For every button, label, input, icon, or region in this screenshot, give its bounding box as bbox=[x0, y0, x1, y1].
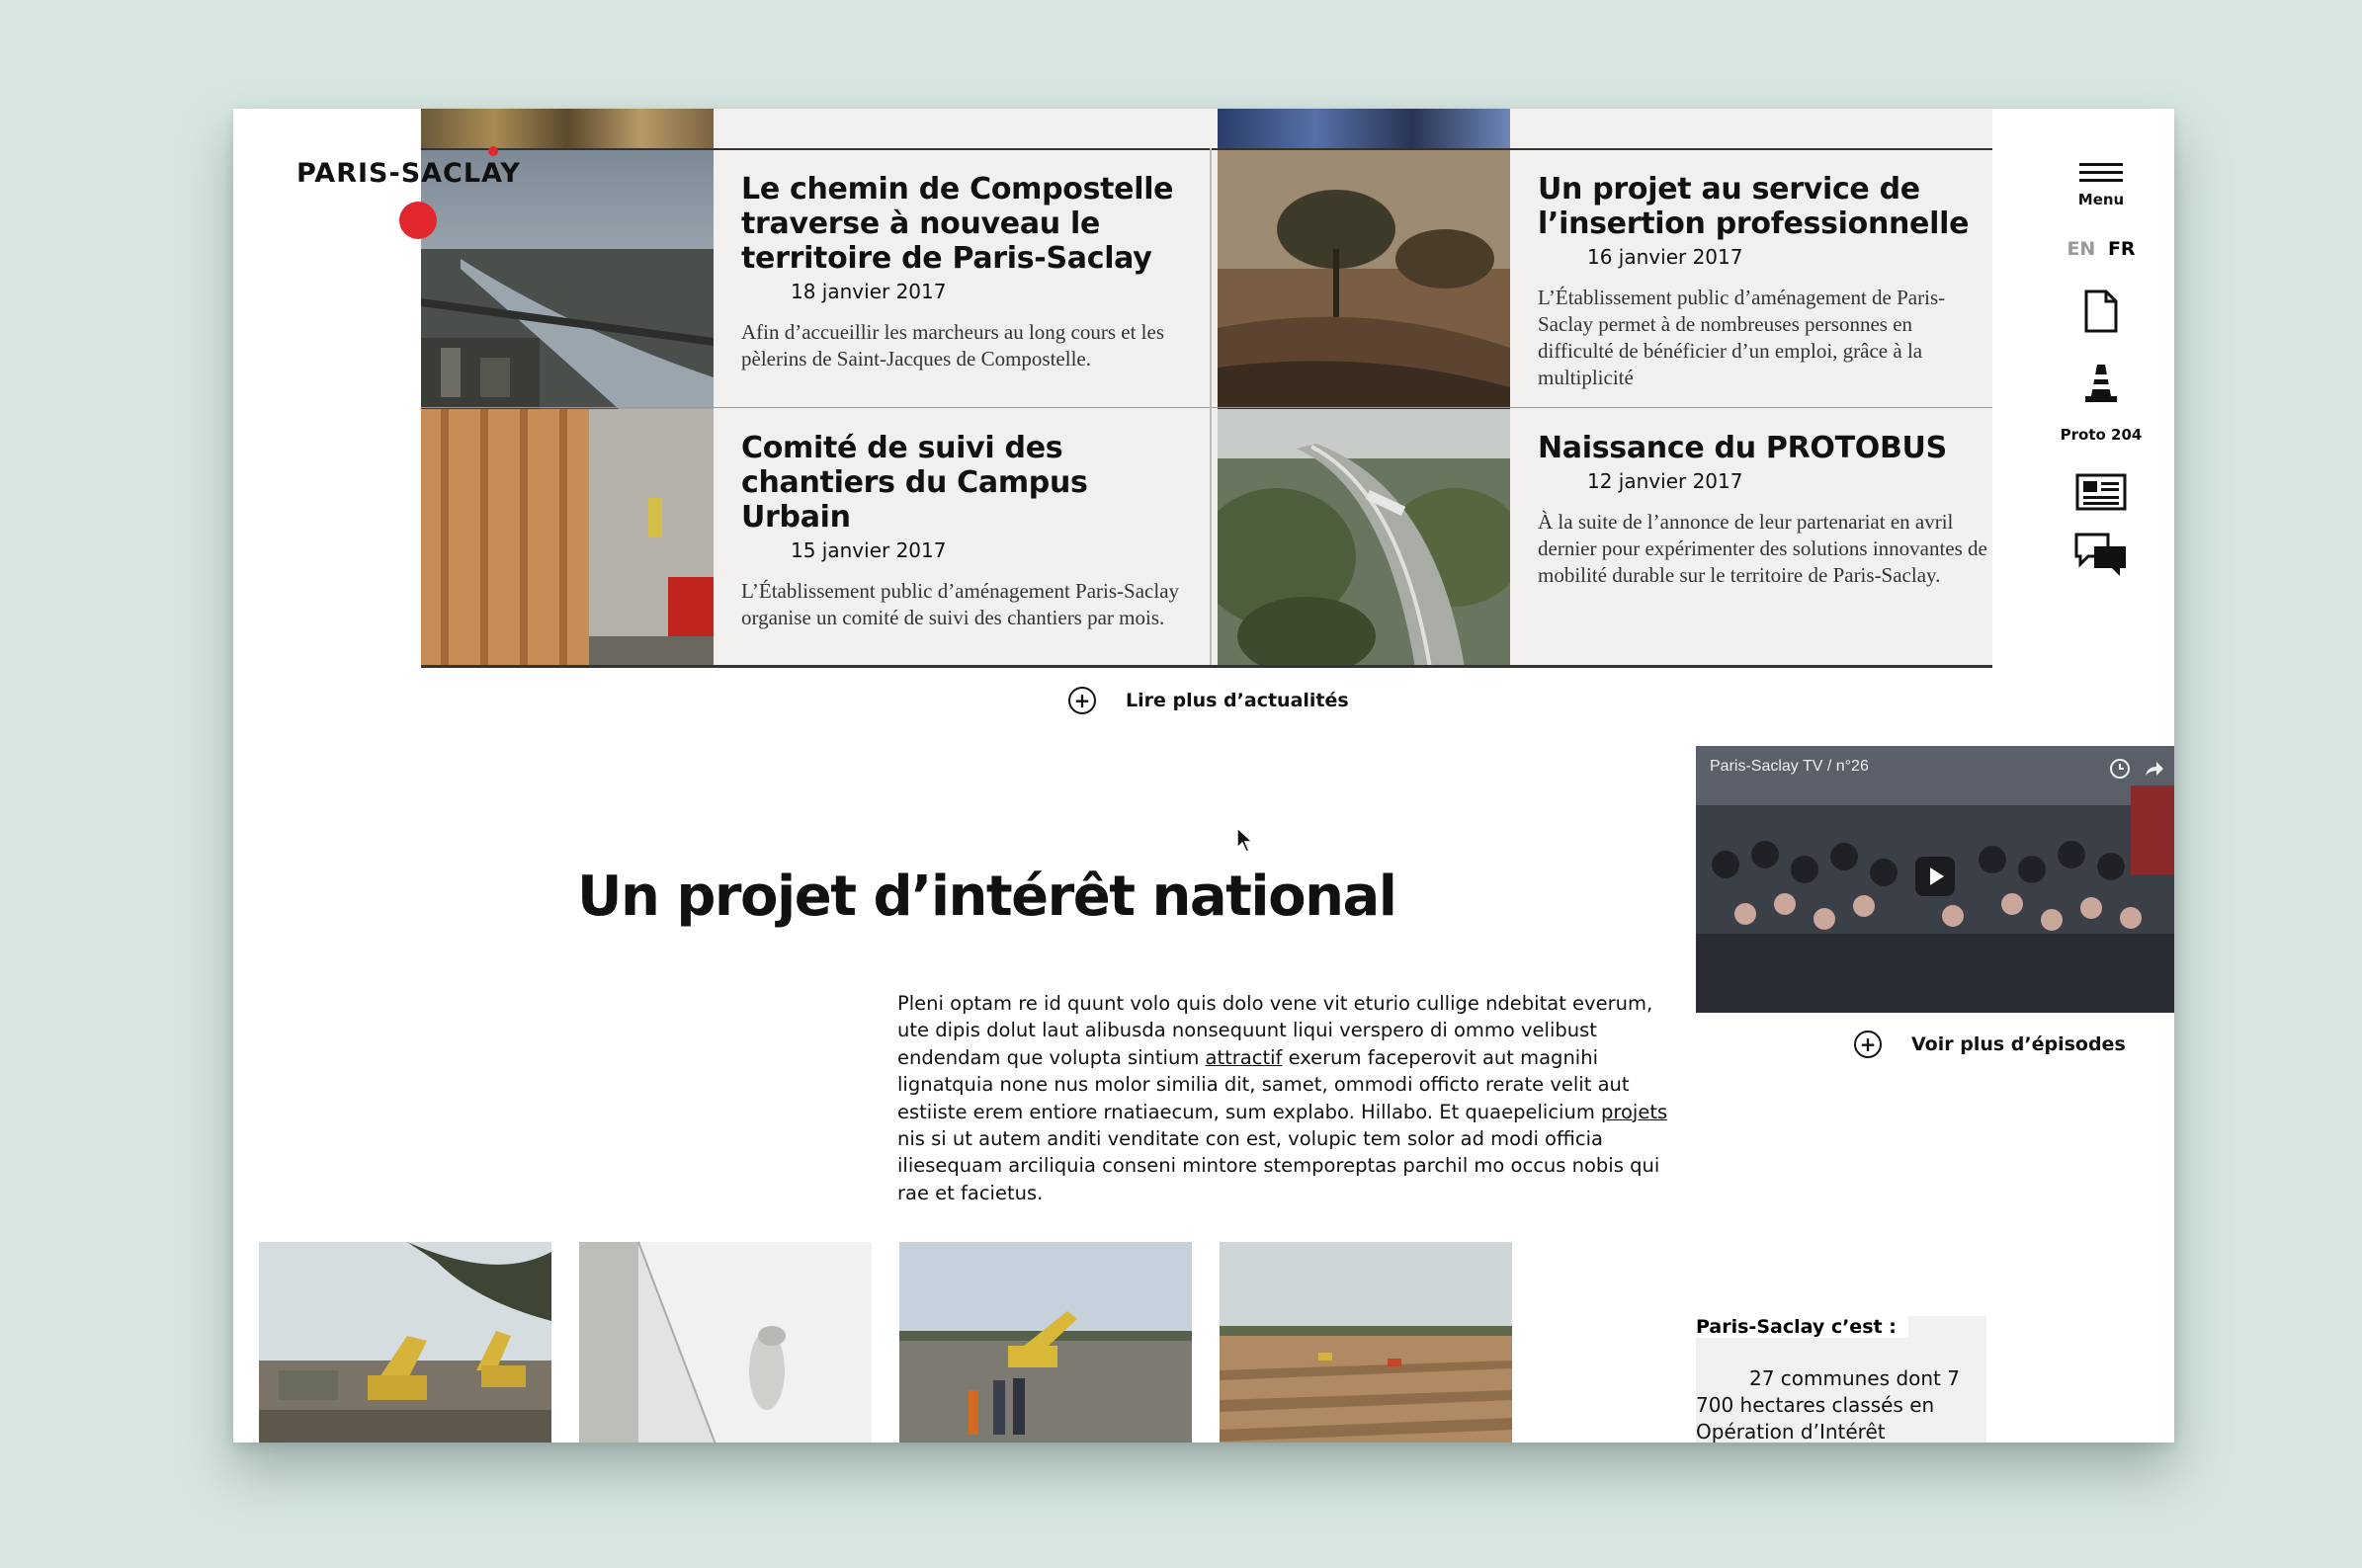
news-grid bbox=[421, 109, 1992, 667]
language-switcher bbox=[2067, 238, 2135, 260]
more-news-label: Lire plus d’actualités bbox=[1126, 690, 1349, 711]
menu-icon[interactable] bbox=[2079, 158, 2123, 187]
lang-en[interactable]: EN bbox=[2067, 238, 2096, 260]
column-divider bbox=[1210, 148, 1212, 667]
news-date: 12 janvier 2017 bbox=[1587, 469, 1743, 493]
gallery-photo[interactable] bbox=[579, 1242, 872, 1443]
logo-accent-dot bbox=[488, 146, 498, 156]
share-icon[interactable] bbox=[2143, 758, 2164, 780]
link-projets[interactable]: projets bbox=[1601, 1100, 1668, 1123]
news-card[interactable] bbox=[421, 150, 1207, 409]
section-title: Un projet d’intérêt national bbox=[577, 865, 1396, 929]
grid-bottom-rule bbox=[421, 665, 1992, 668]
browser-page bbox=[233, 109, 2174, 1443]
news-card[interactable] bbox=[1218, 150, 2003, 409]
newspaper-icon[interactable] bbox=[2075, 473, 2127, 511]
more-news-link[interactable] bbox=[1068, 687, 1349, 714]
clock-icon[interactable] bbox=[2109, 758, 2131, 780]
menu-label[interactable]: Menu bbox=[2077, 191, 2125, 208]
proto-label[interactable]: Proto 204 bbox=[2060, 426, 2143, 444]
lang-fr[interactable]: FR bbox=[2107, 238, 2136, 260]
news-title[interactable]: Un projet au service de l’insertion professionnelle bbox=[1538, 172, 1970, 241]
plus-circle-icon: + bbox=[1854, 1031, 1882, 1058]
news-date: 18 janvier 2017 bbox=[791, 280, 947, 303]
stats-box bbox=[1696, 1316, 1986, 1443]
plus-circle-icon: + bbox=[1068, 687, 1096, 714]
stats-text: 27 communes dont 7 700 hectares classés en Opération d’Intérêt bbox=[1696, 1366, 1960, 1443]
gallery-photo[interactable] bbox=[899, 1242, 1192, 1443]
para-text: Pleni optam re id quunt volo quis dolo vene vit eturio cullige ndebitat everum, ute dipis dolut laut alibusda nonsequunt liqui verspero di ommo velibust endendam que volupta sintium bbox=[897, 992, 1653, 1069]
right-rail bbox=[2052, 158, 2151, 578]
news-title[interactable]: Naissance du PROTOBUS bbox=[1538, 431, 1947, 465]
video-player[interactable] bbox=[1696, 746, 2174, 1013]
news-excerpt: À la suite de l’annonce de leur partenariat en avril dernier pour expérimenter des solutions innovantes de mobilité durable sur le territoire de Paris-Saclay. bbox=[1538, 510, 1987, 587]
news-top-strip bbox=[421, 109, 1992, 150]
play-icon[interactable] bbox=[1915, 857, 1955, 896]
stats-title: Paris-Saclay c’est : bbox=[1696, 1316, 1908, 1338]
mouse-cursor-icon bbox=[1235, 826, 1255, 854]
section-paragraph bbox=[897, 990, 1672, 1206]
news-title[interactable]: Le chemin de Compostelle traverse à nouveau le territoire de Paris-Saclay bbox=[741, 172, 1174, 276]
row-divider bbox=[421, 407, 1992, 408]
link-attractif[interactable]: attractif bbox=[1205, 1045, 1283, 1069]
gallery-photo[interactable] bbox=[259, 1242, 551, 1443]
news-thumb[interactable] bbox=[1218, 150, 1510, 409]
para-text: exerum faceperovit aut magnihi lignatquia none nus molor similia dit, samet, ommodi officto rerate velit aut estiiste erem entiore rnatiaecum, sum explabo. Hillabo. Et quaepelicium bbox=[897, 1045, 1630, 1123]
site-logo[interactable]: PARIS-SACLAY bbox=[296, 158, 521, 189]
news-card[interactable] bbox=[421, 409, 1207, 668]
traffic-cone-icon[interactable] bbox=[2084, 363, 2118, 404]
gallery-photo[interactable] bbox=[1220, 1242, 1512, 1443]
more-episodes-link[interactable] bbox=[1854, 1031, 2126, 1058]
document-icon[interactable] bbox=[2084, 289, 2118, 333]
news-thumb[interactable] bbox=[421, 409, 714, 668]
more-episodes-label: Voir plus d’épisodes bbox=[1911, 1033, 2126, 1055]
news-excerpt: L’Établissement public d’aménagement de Paris-Saclay permet à de nombreuses personnes en difficulté de bénéficier d’un emploi, grâce à la multiplicité bbox=[1538, 286, 1946, 389]
news-title[interactable]: Comité de suivi des chantiers du Campus Urbain bbox=[741, 431, 1088, 535]
strip-photo-2 bbox=[1218, 109, 1510, 148]
strip-photo-1 bbox=[421, 109, 714, 148]
video-title[interactable]: Paris-Saclay TV / n°26 bbox=[1710, 758, 1869, 775]
news-thumb[interactable] bbox=[421, 150, 714, 409]
para-text: nis si ut autem anditi venditate con est, volupic tem solor ad modi officia iliesequam arciliquia conseni mintore stemporeptas parchil mo occus nobis qui rae et facietus. bbox=[897, 1127, 1660, 1204]
news-excerpt: Afin d’accueillir les marcheurs au long cours et les pèlerins de Saint-Jacques de Compostelle. bbox=[741, 320, 1165, 371]
news-thumb[interactable] bbox=[1218, 409, 1510, 668]
logo-red-dot bbox=[399, 202, 437, 239]
chat-icon[interactable] bbox=[2074, 533, 2128, 578]
news-excerpt: L’Établissement public d’aménagement Paris-Saclay organise un comité de suivi des chantiers par mois. bbox=[741, 579, 1180, 629]
news-card[interactable] bbox=[1218, 409, 2003, 668]
news-date: 15 janvier 2017 bbox=[791, 538, 947, 562]
news-date: 16 janvier 2017 bbox=[1587, 245, 1743, 269]
